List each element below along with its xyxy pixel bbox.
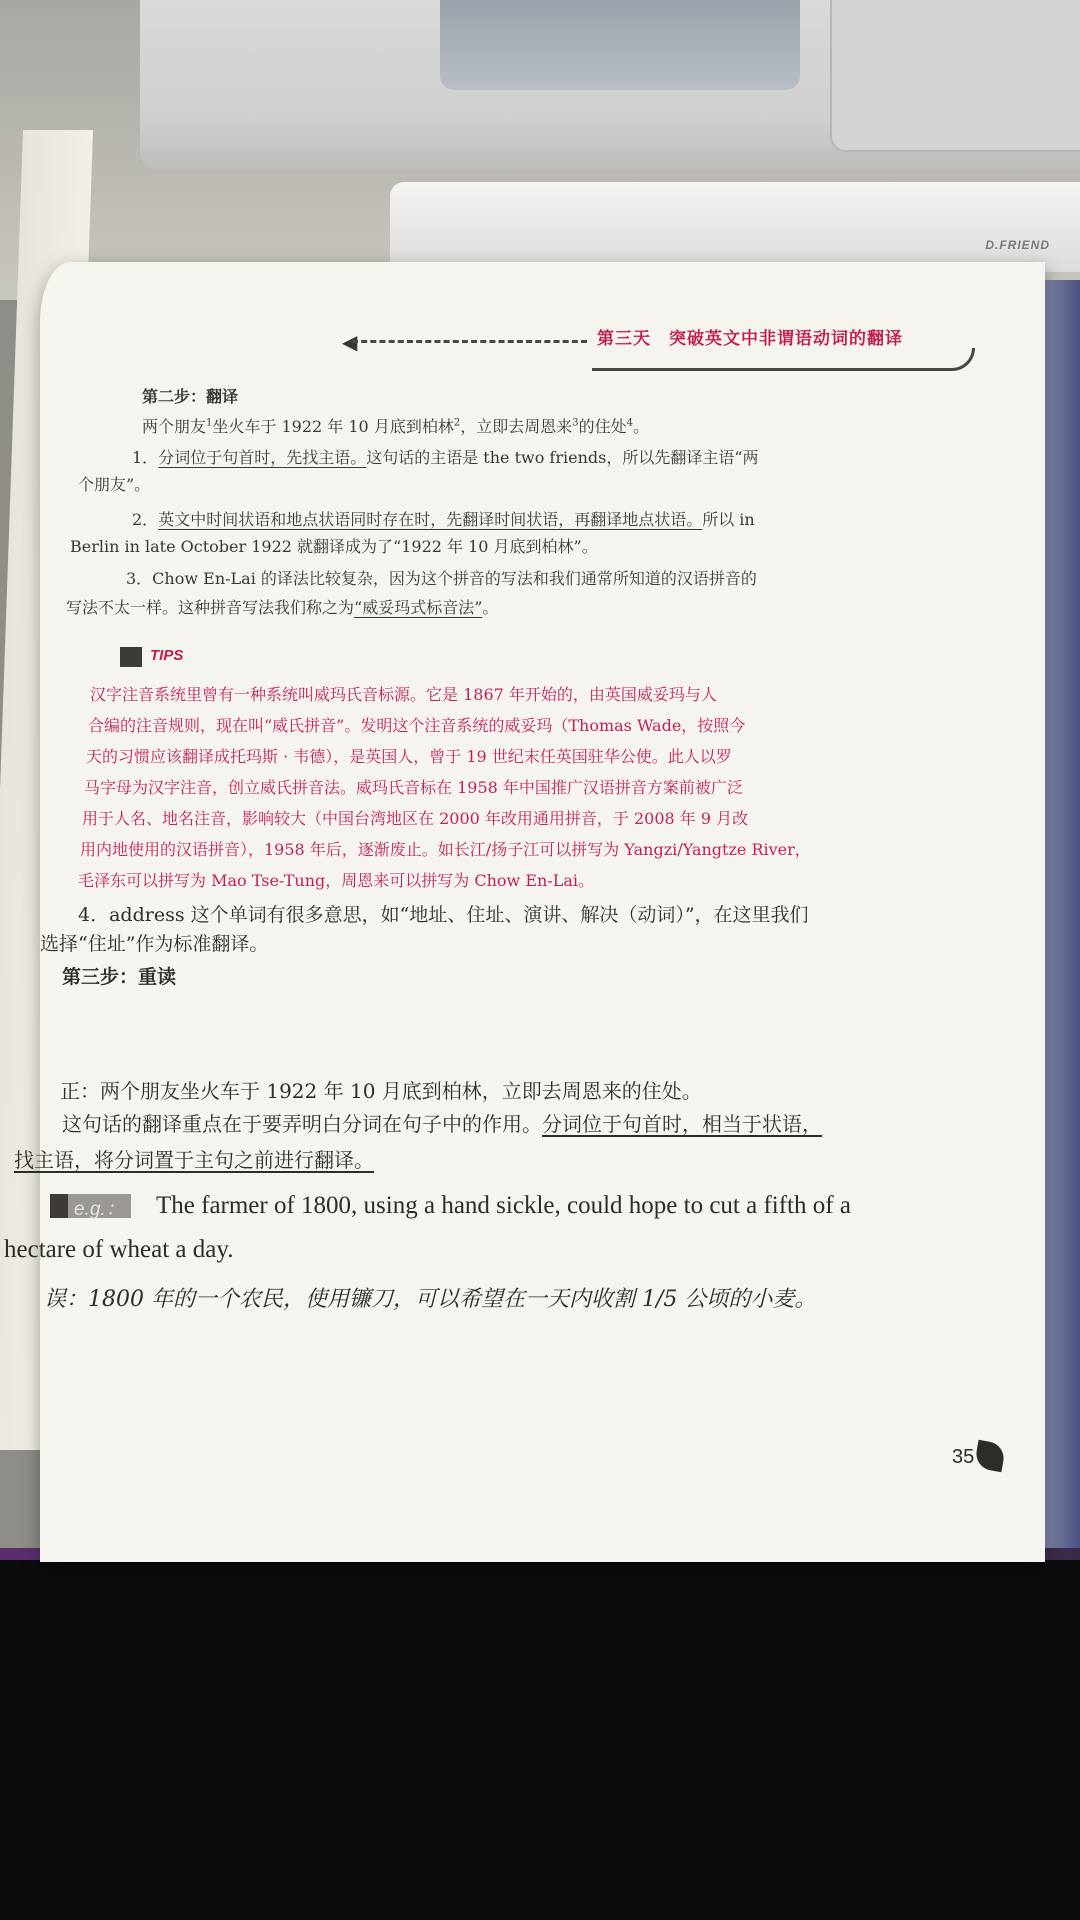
scanner-device [390, 182, 1080, 272]
example-sentence: The farmer of 1800, using a hand sickle, could hope to cut a fifth of a [156, 1192, 851, 1219]
item-1 [132, 445, 759, 468]
footnote-mark: 4 [626, 417, 633, 429]
laptop-sticker-panel [440, 0, 800, 90]
device-brand-label: D.FRIEND [985, 238, 1050, 252]
text-span: 这句话的主语是 the two friends，所以先翻译主语“两 [366, 448, 759, 467]
item-4-cont: 选择“住址”作为标准翻译。 [40, 933, 269, 955]
underlined-term: “威妥玛式标音法” [354, 598, 483, 617]
item-4: 4．address 这个单词有很多意思，如“地址、住址、演讲、解决（动词）”，在这里我们 [78, 904, 809, 926]
example-sentence-cont: hectare of wheat a day. [4, 1236, 234, 1263]
item-number: 1． [132, 448, 159, 467]
tips-line: 毛泽东可以拼写为 Mao Tse-Tung，周恩来可以拼写为 Chow En-Lai。 [78, 871, 594, 890]
text-span: 所以 in [702, 510, 755, 529]
wrong-translation: 误：1800 年的一个农民，使用镰刀，可以希望在一天内收割 1/5 公顷的小麦。 [44, 1287, 817, 1312]
laptop [140, 0, 1080, 170]
footnote-mark: 3 [572, 417, 579, 429]
book-cover-edge [1040, 280, 1080, 1560]
footnote-mark: 1 [206, 417, 213, 429]
text-span: ，立即去周恩来 [460, 417, 573, 436]
item-2 [132, 507, 755, 530]
text-span: 两个朋友 [142, 417, 207, 436]
text-span: 这句话的翻译重点在于要弄明白分词在句子中的作用。 [62, 1112, 542, 1136]
step3-heading: 第三步：重读 [62, 966, 177, 988]
tips-line: 天的习惯应该翻译成托玛斯 · 韦德），是英国人，曾于 19 世纪末任英国驻华公使。此人以罗 [86, 747, 732, 766]
laptop-trackpad [830, 0, 1080, 152]
header-curve [592, 348, 975, 371]
underlined-rule: 英文中时间状语和地点状语同时存在时，先翻译时间状语，再翻译地点状语。 [158, 510, 703, 529]
item-3: 3．Chow En-Lai 的译法比较复杂，因为这个拼音的写法和我们通常所知道的汉语拼音的 [126, 569, 757, 588]
translation-sentence [142, 414, 649, 437]
text-span: 。 [632, 417, 649, 436]
header-dashed-line [352, 340, 587, 343]
item-3-cont [66, 595, 498, 618]
text-span: 写法不太一样。这种拼音写法我们称之为 [66, 598, 355, 617]
item-number: 2． [132, 510, 159, 529]
tips-line: 用于人名、地名注音，影响较大（中国台湾地区在 2000 年改用通用拼音，于 2008 年 9 月改 [82, 809, 749, 828]
item-2-cont: Berlin in late October 1922 就翻译成为了“1922 年 10 月底到柏林”。 [70, 537, 598, 556]
arrow-left-icon: ◀ [342, 330, 358, 354]
summary-sentence [62, 1108, 822, 1137]
text-span: 的住处 [578, 417, 627, 436]
tips-line: 用内地使用的汉语拼音），1958 年后，逐渐废止。如长江/扬子江可以拼写为 Yangzi/Yangtze River， [80, 840, 811, 859]
item-1-cont: 个朋友”。 [78, 475, 151, 494]
eg-badge: e.g.： [50, 1194, 131, 1218]
running-header [342, 329, 982, 364]
summary-cont: 找主语，将分词置于主句之前进行翻译。 [14, 1148, 374, 1172]
step2-heading: 第二步：翻译 [142, 387, 239, 406]
book-page [40, 262, 1045, 1562]
tips-line: 合编的注音规则，现在叫“威氏拼音”。发明这个注音系统的威妥玛（Thomas Wade，按照今 [88, 716, 746, 735]
tips-line: 汉字注音系统里曾有一种系统叫威玛氏音标源。它是 1867 年开始的，由英国威妥玛与人 [90, 685, 717, 704]
text-span: 。 [482, 598, 499, 617]
chapter-title: 第三天 突破英文中非谓语动词的翻译 [597, 329, 903, 349]
tips-line: 马字母为汉字注音，创立威氏拼音法。威玛氏音标在 1958 年中国推广汉语拼音方案前被广泛 [84, 778, 743, 797]
underlined-summary: 分词位于句首时，相当于状语， [542, 1112, 822, 1136]
underlined-rule: 分词位于句首时，先找主语。 [158, 448, 367, 467]
text-span: 坐火车于 1922 年 10 月底到柏林 [212, 417, 454, 436]
footnote-mark: 2 [453, 417, 461, 429]
dark-table-surface [0, 1560, 1080, 1920]
correct-translation: 正：两个朋友坐火车于 1922 年 10 月底到柏林，立即去周恩来的住处。 [60, 1079, 702, 1103]
tips-badge: TIPS [120, 647, 193, 667]
page-number: 35 [952, 1446, 975, 1468]
